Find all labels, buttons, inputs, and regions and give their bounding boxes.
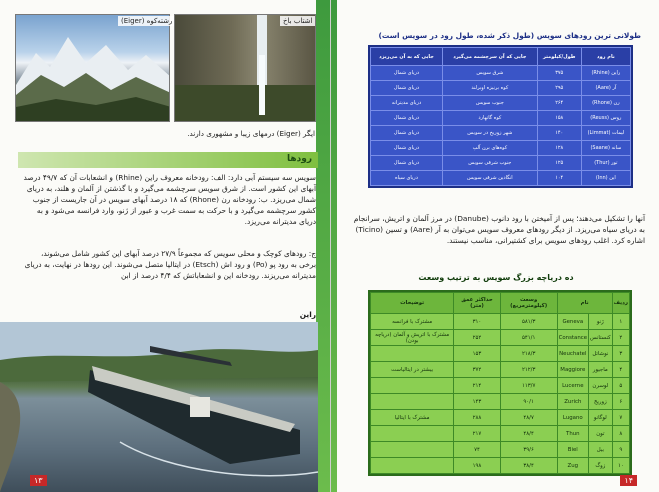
table2-cell: ژنو (589, 314, 613, 330)
table1-cell: رن (Rhone) (581, 96, 630, 111)
table1-cell: ۲۶۴ (537, 96, 581, 111)
table2-cell: کنستانس (589, 330, 613, 346)
table2-cell: ۳۷۲ (454, 362, 500, 378)
largest-lakes-table (368, 290, 632, 476)
table1-cell: دریای شمال (371, 81, 443, 96)
table1-row (371, 126, 631, 141)
table1-header-cell: طول/کیلومتر (537, 48, 581, 66)
table1-row (371, 141, 631, 156)
table2-cell (371, 394, 454, 410)
table2-cell: ۳ (612, 346, 629, 362)
rivers-paragraph-continued: آنها را تشکیل می‌دهند؛ پس از آمیختن با رود دانوب (Danube) در مرز آلمان و اتریش، سرانجام به دریای سیاه می‌ریزد. از دیگر رودهای معروف سویس می‌توان به آر (Aare) و تسین (Ticino) اشاره کرد. اغلب رودهای سویس برای کشتیرانی، مناسب نیستند. (353, 214, 645, 245)
table1-cell: ۱۲۸ (537, 141, 581, 156)
table1-row (371, 111, 631, 126)
table2-row (371, 426, 630, 442)
table2-cell: ۷۴ (454, 442, 500, 458)
table1-cell: انگادین شرقی سویس (442, 171, 537, 186)
table2-row (371, 330, 630, 346)
table1-cell: دریای شمال (371, 141, 443, 156)
table1-header-cell: جایی که به آن می‌ریزد (371, 48, 443, 66)
table2-cell: ۳۹/۶ (500, 442, 557, 458)
table2-row (371, 410, 630, 426)
table1-cell: کوه برنیزه اوبرلند (442, 81, 537, 96)
table2-row (371, 458, 630, 474)
green-margin-strip (316, 0, 330, 492)
table2-cell: ۳۱۰ (454, 314, 500, 330)
table2-cell: ۱۴۳ (454, 394, 500, 410)
table2-cell: مشترک با اتریش و آلمان (دریاچه بودن) (371, 330, 454, 346)
table2-cell: Biel (557, 442, 588, 458)
table2-cell: ماجیور (589, 362, 613, 378)
table1-row (371, 66, 631, 81)
table2-header-cell: توضیحات (371, 293, 454, 314)
table2-row (371, 378, 630, 394)
longest-rivers-table (368, 45, 633, 188)
table2-cell: تون (589, 426, 613, 442)
table1-cell: ۱۵۸ (537, 111, 581, 126)
table2-cell: ۴ (612, 362, 629, 378)
table1-cell: راین (Rhine) (581, 66, 630, 81)
table2-cell: ۲۵۲ (454, 330, 500, 346)
table2-cell: ۱۱۳/۷ (500, 378, 557, 394)
table2-cell: ۵ (612, 378, 629, 394)
table1-row (371, 156, 631, 171)
river-photo-label: راین (299, 310, 316, 319)
table2-cell: بیشتر در ایتالیاست (371, 362, 454, 378)
table2-cell: ۳۸/۴ (500, 458, 557, 474)
table2-cell: لوسرن (589, 378, 613, 394)
table2-row (371, 346, 630, 362)
table2-cell: Geneva (557, 314, 588, 330)
table2-cell: ۱۰ (612, 458, 629, 474)
table2-cell: Lucerne (557, 378, 588, 394)
rivers-paragraph-1: سویس سه سیستم آبی دارد: الف: رودخانه معروف راین (Rhine) و انشعابات آن که ۴۹/۷ درصد آبهای این کشور است. از شرق سویس سرچشمه می‌گیرد و با گذشتن از آلمان و هلند، به دریای شمال می‌ریزد. ب: رودخانه رن (Rhone) که ۱۸ درصد آبهای سویس در آن جاریست از جنوب کشور سرچشمه می‌گیرد و با حرکت به سمت غرب و عبور از ژنو، وارد فرانسه می‌شود و به دریای مدیترانه می‌ریزد. (23, 173, 316, 226)
table2-cell: ۸ (612, 426, 629, 442)
waterfall-photo (174, 14, 316, 122)
table1-cell: این (Inn) (581, 171, 630, 186)
table2-cell: ۴۸/۴ (500, 426, 557, 442)
photos-caption: ایگر (Eiger) درمهای زیبا و مشهوری دارند. (187, 129, 315, 138)
table2-row (371, 442, 630, 458)
table1-cell: دریای سیاه (371, 171, 443, 186)
table2-cell: لوگانو (589, 410, 613, 426)
table1-row (371, 171, 631, 186)
table2-cell: ۹ (612, 442, 629, 458)
binding-strip (331, 0, 337, 492)
table2-cell: ۱۵۳ (454, 346, 500, 362)
table2-cell: ۵۴۱/۱ (500, 330, 557, 346)
table2-row (371, 362, 630, 378)
table2-cell: Zug (557, 458, 588, 474)
table2-row (371, 314, 630, 330)
table2-cell: مشترک با فرانسه (371, 314, 454, 330)
table1-header-row (371, 48, 631, 66)
table1-row (371, 96, 631, 111)
right-page (331, 0, 659, 492)
table2-cell (371, 346, 454, 362)
table2-header-cell: حداکثر عمق (متر) (454, 293, 500, 314)
table2-cell: ۲ (612, 330, 629, 346)
table2-cell: ۶ (612, 394, 629, 410)
table1-header-cell: جایی که آن سرچشمه می‌گیرد (442, 48, 537, 66)
table2-cell: ۷ (612, 410, 629, 426)
table2-cell: Neuchatel (557, 346, 588, 362)
table1-cell: شهر زوریخ در سویس (442, 126, 537, 141)
table1-header-cell: نام رود (581, 48, 630, 66)
table1-cell: دریای شمال (371, 111, 443, 126)
table1-cell: کوه‌های برن آلپ (442, 141, 537, 156)
table1-cell: روس (Reuss) (581, 111, 630, 126)
table1-cell: ۲۹۵ (537, 81, 581, 96)
table2-cell: ۲۱۴ (454, 378, 500, 394)
waterfall-photo-caption: اشتاب باخ (280, 16, 315, 26)
table1-cell: کوه گاتهارد (442, 111, 537, 126)
table2-cell (371, 442, 454, 458)
table2-header-row (371, 293, 630, 314)
page-number-right: ۱۴ (620, 475, 637, 486)
table2-cell: بیل (589, 442, 613, 458)
table2-cell: ۲۱۸/۳ (500, 346, 557, 362)
table1-cell: لیمات (Limmat) (581, 126, 630, 141)
river-barge-photo (0, 322, 318, 492)
table1-cell: ۳۷۵ (537, 66, 581, 81)
table2-cell: Thun (557, 426, 588, 442)
rivers-paragraph-2: ج: رودهای کوچک و محلی سویس که مجموعاً ۲۷/۹ درصد آبهای این کشور شامل می‌شوند، برخی به رود پو (Po) و رود اش (Etsch) در ایتالیا متصل می‌شوند. این رودها در نهایت، به دریای مدیترانه می‌ریزند. رودخانه این و انشعاباتش که ۴/۴ درصد از ابن (24, 249, 316, 280)
table1-cell: تور (Thur) (581, 156, 630, 171)
page-number-left: ۱۳ (30, 475, 47, 486)
table2-cell: زوگ (589, 458, 613, 474)
table2-cell: ۲۸۸ (454, 410, 500, 426)
mountain-photo-caption: (Eiger) رشته‌کوه (118, 16, 175, 26)
table1-cell: جنوب شرقی سویس (442, 156, 537, 171)
table2-cell: ۹۰/۱ (500, 394, 557, 410)
table1-cell: آر (Aare) (581, 81, 630, 96)
table1-cell: جنوب سویس (442, 96, 537, 111)
table2-header-cell: وسعت (کیلومترمربع) (500, 293, 557, 314)
table2-cell: زوریخ (589, 394, 613, 410)
section-title-bar (18, 152, 318, 168)
table2-header-cell: ردیف (612, 293, 629, 314)
table2-cell (371, 426, 454, 442)
section-title: رودها (286, 154, 312, 164)
table2-row (371, 394, 630, 410)
table2-cell: ۵۸۱/۳ (500, 314, 557, 330)
table1-cell: دریای مدیترانه (371, 96, 443, 111)
table1-cell: ۱۴۰ (537, 126, 581, 141)
table1-cell: ۱۰۴ (537, 171, 581, 186)
table2-title: ده دریاچه بزرگ سویس به ترتیب وسعت (418, 273, 574, 282)
mountain-photo (15, 14, 170, 122)
table1-cell: دریای شمال (371, 126, 443, 141)
table1-cell: دریای شمال (371, 156, 443, 171)
table1-row (371, 81, 631, 96)
table1-cell: ۱۲۵ (537, 156, 581, 171)
table2-cell: مشترک با ایتالیا (371, 410, 454, 426)
table1-cell: شرق سویس (442, 66, 537, 81)
table2-cell: Constance (557, 330, 588, 346)
table2-cell: Maggiore (557, 362, 588, 378)
table2-cell: Zurich (557, 394, 588, 410)
table2-cell: ۲۱۷ (454, 426, 500, 442)
table1-title: طولانی ترین رودهای سویس (طول ذکر شده، طول رود در سویس است) (378, 31, 641, 40)
table1-cell: دریای شمال (371, 66, 443, 81)
table2-header-cell: نام (557, 293, 612, 314)
table2-cell: ۱۹۸ (454, 458, 500, 474)
table2-cell: ۲۱۲/۳ (500, 362, 557, 378)
table2-cell (371, 458, 454, 474)
table2-cell: نوشاتل (589, 346, 613, 362)
table2-cell: Lugano (557, 410, 588, 426)
table2-cell (371, 378, 454, 394)
table2-cell: ۴۸/۷ (500, 410, 557, 426)
table1-cell: سانه (Saane) (581, 141, 630, 156)
table2-cell: ۱ (612, 314, 629, 330)
